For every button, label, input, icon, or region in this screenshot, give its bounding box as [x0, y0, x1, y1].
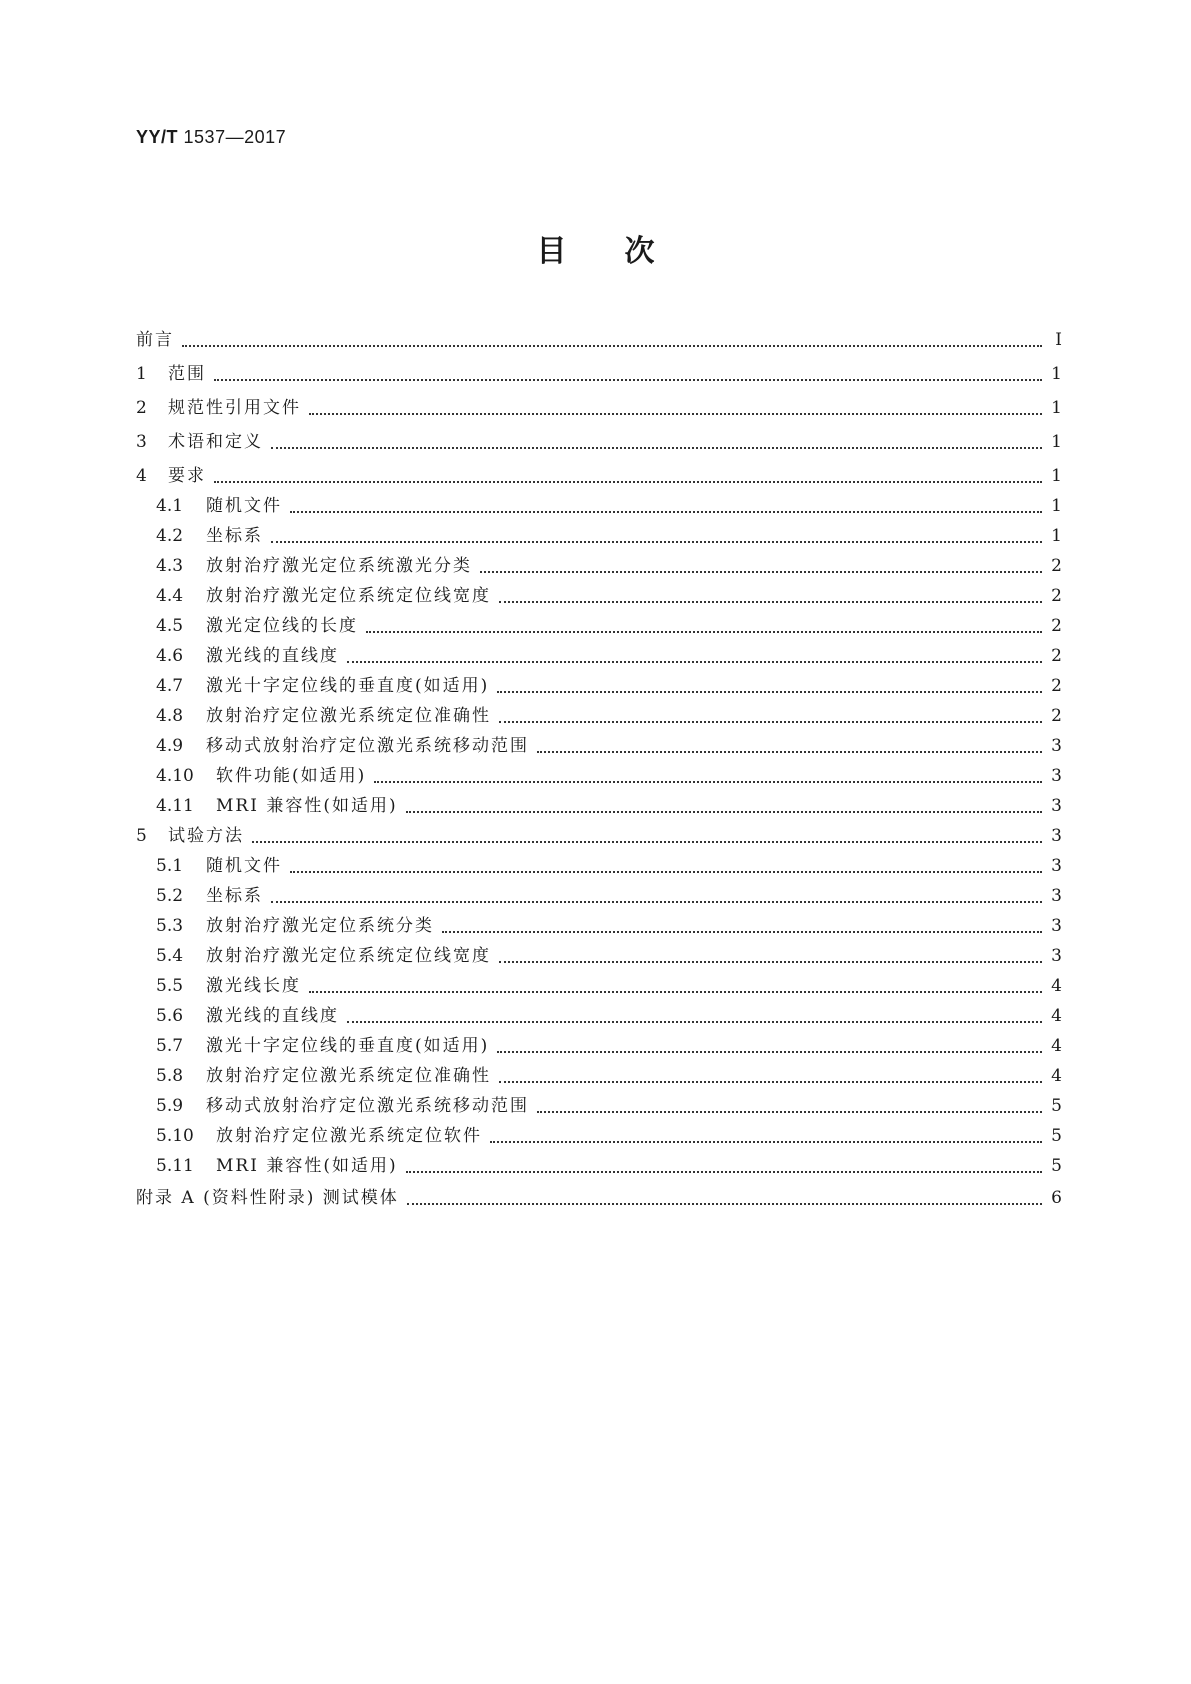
- toc-entry[interactable]: [136, 944, 1062, 968]
- toc-entry[interactable]: [136, 854, 1062, 878]
- page-title: 目次: [536, 234, 713, 269]
- toc-entry-page-number: 3: [1051, 856, 1062, 876]
- toc-entry[interactable]: [136, 1154, 1062, 1178]
- toc-entry[interactable]: [136, 1004, 1062, 1028]
- toc-entry-number: 4: [136, 466, 147, 486]
- toc-entry-label: 软件功能(如适用): [216, 766, 367, 786]
- toc-entry-page-number: 4: [1051, 1006, 1062, 1026]
- toc-entry-label: MRI 兼容性(如适用): [216, 1156, 398, 1176]
- toc-entry[interactable]: [136, 1124, 1062, 1148]
- toc-entry[interactable]: [136, 430, 1062, 454]
- toc-entry-number: 4.11: [156, 796, 194, 816]
- toc-entry-label: 前言: [136, 330, 174, 350]
- toc-entry[interactable]: [136, 734, 1062, 758]
- toc-entry[interactable]: [136, 674, 1062, 698]
- toc-entry-page-number: 5: [1051, 1156, 1062, 1176]
- toc-entry-number: 5.1: [156, 856, 184, 876]
- toc-entry-label: 放射治疗定位激光系统定位准确性: [206, 1066, 491, 1086]
- toc-entry-number: 5.9: [156, 1096, 184, 1116]
- toc-dot-leader: [271, 430, 1042, 454]
- toc-entry-number: 4.3: [156, 556, 184, 576]
- toc-dot-leader: [214, 464, 1042, 488]
- toc-entry-page-number: 3: [1051, 826, 1062, 846]
- toc-entry[interactable]: [136, 824, 1062, 848]
- toc-entry-page-number: 5: [1051, 1126, 1062, 1146]
- toc-entry-page-number: 3: [1051, 916, 1062, 936]
- toc-dot-leader: [290, 854, 1042, 878]
- toc-entry-page-number: 4: [1051, 976, 1062, 996]
- toc-entry-page-number: 3: [1051, 886, 1062, 906]
- toc-entry-page-number: 2: [1051, 586, 1062, 606]
- toc-entry-number: 5.5: [156, 976, 184, 996]
- toc-entry[interactable]: [136, 1034, 1062, 1058]
- toc-entry-number: 2: [136, 398, 147, 418]
- toc-entry[interactable]: [136, 614, 1062, 638]
- toc-entry[interactable]: [136, 914, 1062, 938]
- toc-entry-label: 随机文件: [206, 496, 282, 516]
- toc-entry-page-number: 3: [1051, 736, 1062, 756]
- toc-entry-page-number: 1: [1051, 364, 1062, 384]
- toc-entry-label: 激光十字定位线的垂直度(如适用): [206, 1036, 490, 1056]
- toc-dot-leader: [271, 524, 1042, 548]
- toc-entry-label: 放射治疗激光定位系统定位线宽度: [206, 946, 491, 966]
- toc-dot-leader: [366, 614, 1042, 638]
- toc-entry[interactable]: [136, 1064, 1062, 1088]
- toc-entry-number: 5.11: [156, 1156, 194, 1176]
- toc-entry-label: 激光线的直线度: [206, 646, 339, 666]
- toc-entry-page-number: 1: [1051, 526, 1062, 546]
- toc-entry-number: 4.9: [156, 736, 184, 756]
- toc-entry-number: 1: [136, 364, 147, 384]
- toc-entry[interactable]: [136, 362, 1062, 386]
- toc-dot-leader: [407, 1186, 1042, 1210]
- toc-entry-label: 随机文件: [206, 856, 282, 876]
- toc-entry-label: 坐标系: [206, 886, 263, 906]
- toc-entry-number: 4.8: [156, 706, 184, 726]
- toc-entry-label: 激光线的直线度: [206, 1006, 339, 1026]
- toc-entry-label: 移动式放射治疗定位激光系统移动范围: [206, 1096, 529, 1116]
- toc-entry-number: 5.3: [156, 916, 184, 936]
- toc-entry-label: 要求: [168, 466, 206, 486]
- toc-entry-number: 5: [136, 826, 147, 846]
- toc-entry-page-number: 3: [1051, 946, 1062, 966]
- toc-entry-number: 5.6: [156, 1006, 184, 1026]
- toc-entry-number: 4.2: [156, 526, 184, 546]
- toc-dot-leader: [406, 794, 1042, 818]
- standard-code: [136, 127, 286, 148]
- toc-dot-leader: [490, 1124, 1042, 1148]
- toc-dot-leader: [499, 1064, 1042, 1088]
- toc-entry-number: 4.1: [156, 496, 184, 516]
- toc-entry-number: 4.5: [156, 616, 184, 636]
- toc-entry-label: 放射治疗定位激光系统定位准确性: [206, 706, 491, 726]
- toc-entry-page-number: 1: [1051, 432, 1062, 452]
- toc-entry-label: 激光定位线的长度: [206, 616, 358, 636]
- toc-entry-number: 5.8: [156, 1066, 184, 1086]
- toc-entry-page-number: 1: [1051, 496, 1062, 516]
- toc-dot-leader: [290, 494, 1042, 518]
- toc-entry-page-number: 2: [1051, 556, 1062, 576]
- toc-dot-leader: [406, 1154, 1042, 1178]
- toc-entry[interactable]: [136, 494, 1062, 518]
- toc-entry-label: 范围: [168, 364, 206, 384]
- toc-entry-label: 放射治疗激光定位系统定位线宽度: [206, 586, 491, 606]
- toc-entry[interactable]: [136, 764, 1062, 788]
- toc-entry[interactable]: [136, 704, 1062, 728]
- toc-entry-number: 3: [136, 432, 147, 452]
- toc-dot-leader: [537, 734, 1042, 758]
- toc-dot-leader: [537, 1094, 1042, 1118]
- toc-entry-page-number: 2: [1051, 646, 1062, 666]
- toc-entry[interactable]: [136, 524, 1062, 548]
- toc-entry-page-number: 5: [1051, 1096, 1062, 1116]
- toc-entry-label: 规范性引用文件: [168, 398, 301, 418]
- toc-entry[interactable]: [136, 644, 1062, 668]
- toc-entry[interactable]: [136, 974, 1062, 998]
- toc-entry[interactable]: [136, 554, 1062, 578]
- toc-entry-page-number: 3: [1051, 766, 1062, 786]
- toc-dot-leader: [499, 704, 1042, 728]
- toc-entry-number: 4.4: [156, 586, 184, 606]
- toc-entry-page-number: 4: [1051, 1036, 1062, 1056]
- toc-entry-label: MRI 兼容性(如适用): [216, 796, 398, 816]
- toc-entry-number: 5.2: [156, 886, 184, 906]
- toc-entry-page-number: 4: [1051, 1066, 1062, 1086]
- toc-entry-label: 激光线长度: [206, 976, 301, 996]
- toc-entry-page-number: 3: [1051, 796, 1062, 816]
- toc-dot-leader: [499, 944, 1042, 968]
- toc-entry[interactable]: [136, 1094, 1062, 1118]
- toc-entry[interactable]: [136, 794, 1062, 818]
- standard-code-prefix: YY/T: [136, 127, 179, 147]
- toc-dot-leader: [347, 644, 1042, 668]
- toc-entry-label: 移动式放射治疗定位激光系统移动范围: [206, 736, 529, 756]
- toc-dot-leader: [309, 396, 1042, 420]
- toc-entry-page-number: 2: [1051, 706, 1062, 726]
- toc-entry-label: 放射治疗激光定位系统分类: [206, 916, 434, 936]
- toc-dot-leader: [480, 554, 1042, 578]
- toc-entry-label: 附录 A (资料性附录) 测试模体: [136, 1188, 399, 1208]
- toc-entry[interactable]: [136, 464, 1062, 488]
- toc-entry[interactable]: [136, 328, 1062, 352]
- toc-entry-label: 放射治疗激光定位系统激光分类: [206, 556, 472, 576]
- toc-dot-leader: [347, 1004, 1042, 1028]
- toc-entry-page-number: 1: [1051, 398, 1062, 418]
- toc-entry-number: 5.4: [156, 946, 184, 966]
- toc-entry-page-number: 2: [1051, 616, 1062, 636]
- toc-entry-label: 放射治疗定位激光系统定位软件: [216, 1126, 482, 1146]
- toc-entry[interactable]: [136, 396, 1062, 420]
- toc-entry-number: 5.10: [156, 1126, 194, 1146]
- toc-entry-page-number: 1: [1051, 466, 1062, 486]
- toc-dot-leader: [309, 974, 1042, 998]
- toc-dot-leader: [252, 824, 1042, 848]
- toc-entry-label: 术语和定义: [168, 432, 263, 452]
- toc-entry-page-number: Ⅰ: [1055, 330, 1062, 350]
- toc-entry-label: 激光十字定位线的垂直度(如适用): [206, 676, 490, 696]
- toc-entry-number: 4.6: [156, 646, 184, 666]
- toc-dot-leader: [214, 362, 1042, 386]
- toc-entry-number: 4.7: [156, 676, 184, 696]
- toc-dot-leader: [499, 584, 1042, 608]
- toc-dot-leader: [497, 1034, 1042, 1058]
- toc-entry-label: 坐标系: [206, 526, 263, 546]
- toc-entry[interactable]: [136, 884, 1062, 908]
- toc-entry[interactable]: [136, 584, 1062, 608]
- toc-dot-leader: [497, 674, 1042, 698]
- toc-entry-page-number: 6: [1051, 1188, 1062, 1208]
- toc-entry-number: 4.10: [156, 766, 194, 786]
- toc-dot-leader: [271, 884, 1042, 908]
- toc-dot-leader: [442, 914, 1042, 938]
- toc-dot-leader: [182, 328, 1042, 352]
- toc-entry-label: 试验方法: [168, 826, 244, 846]
- toc-entry[interactable]: [136, 1186, 1062, 1210]
- toc-dot-leader: [374, 764, 1042, 788]
- toc-entry-number: 5.7: [156, 1036, 184, 1056]
- standard-code-number: 1537—2017: [183, 127, 287, 147]
- toc-entry-page-number: 2: [1051, 676, 1062, 696]
